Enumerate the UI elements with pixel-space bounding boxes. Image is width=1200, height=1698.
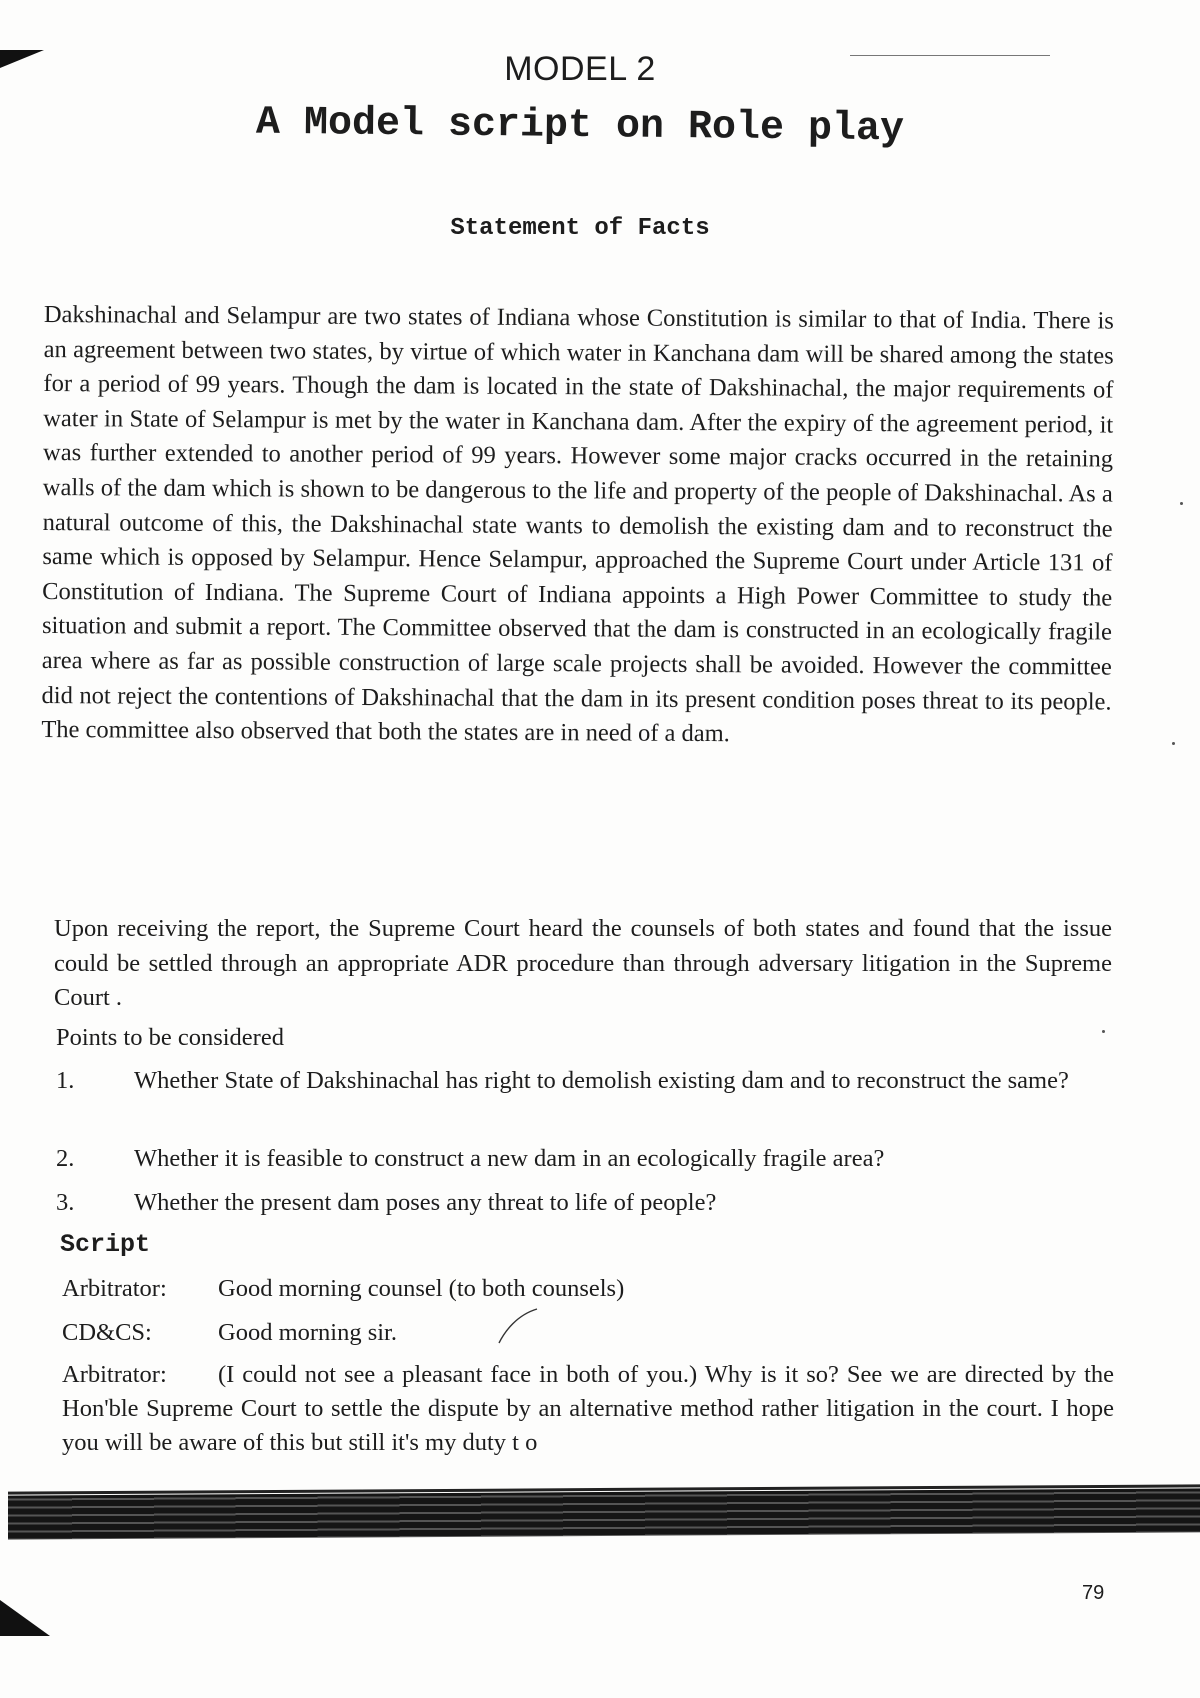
dialogue-line	[62, 1316, 1114, 1350]
page-number: 79	[1082, 1582, 1105, 1604]
point-text: Whether State of Dakshinachal has right to demolish existing dam and to reconstruct the same?	[134, 1067, 1069, 1094]
footer-band	[8, 1488, 1200, 1539]
point-number: 1.	[56, 1067, 75, 1094]
facts-paragraph: Dakshinachal and Selampur are two states of Indiana whose Constitution is similar to that of India. There is an agreement between two states, by virtue of which water in Kanchana dam will be shared among the states for a period of 99 years. Though the dam is located in the state of Dakshinachal, the major requirements of water in State of Selampur is met by the water in Kanchana dam. After the expiry of the agreement period, it was further extended to another period of 99 years. However some major cracks occurred in the retaining walls of the dam which is shown to be dangerous to the life and property of the people of Dakshinachal. As a natural outcome of this, the Dakshinachal state wants to demolish the existing dam and to reconstruct the same which is opposed by Selampur. Hence Selampur, approached the Supreme Court under Article 131 of Constitution of Indiana. The Supreme Court of Indiana appoints a High Power Committee to study the situation and submit a report. The Committee observed that the dam is constructed in an ecologically fragile area where as far as possible construction of large scale projects shall be avoided. However the committee did not reject the contentions of Dakshinachal that the dam in its present condition poses threat to its people. The committee also observed that both the states are in need of a dam.	[41, 300, 1114, 748]
point-item	[56, 1186, 1114, 1220]
scan-speck	[1102, 1030, 1105, 1033]
point-number: 2.	[56, 1145, 75, 1172]
pen-stroke-mark	[495, 1305, 541, 1345]
scan-speck	[1180, 502, 1183, 505]
report-paragraph: Upon receiving the report, the Supreme Court heard the counsels of both states and found that the issue could be settled through an appropriate ADR procedure than through adversary litigation in the Supreme Court .	[54, 915, 1112, 1012]
dialogue-text: (I could not see a pleasant face in both of you.) Why is it so? See we are directed by the Hon'ble Supreme Court to settle the dispute by an alternative method rather litigation in the court. I hope you will be aware of this but still it's my duty t o	[62, 1361, 1114, 1456]
point-item	[56, 1142, 1114, 1176]
page-title: A Model script on Role play	[255, 100, 905, 153]
script-heading: Script	[60, 1230, 151, 1259]
point-text: Whether the present dam poses any threat to life of people?	[134, 1189, 717, 1216]
dialogue-line	[62, 1272, 1114, 1306]
speaker-label: Arbitrator:	[62, 1361, 167, 1388]
speaker-label: CD&CS:	[62, 1319, 152, 1346]
point-item	[56, 1064, 1114, 1098]
point-text: Whether it is feasible to construct a new dam in an ecologically fragile area?	[134, 1145, 885, 1172]
speaker-label: Arbitrator:	[62, 1275, 167, 1302]
points-heading: Points to be considered	[56, 1024, 284, 1051]
corner-mark	[0, 1600, 50, 1636]
dialogue-text: Good morning counsel (to both counsels)	[218, 1275, 625, 1302]
dialogue-line	[62, 1358, 1114, 1460]
dialogue-text: Good morning sir.	[218, 1319, 397, 1346]
point-number: 3.	[56, 1189, 75, 1216]
scan-speck	[1172, 742, 1175, 745]
section-title: Statement of Facts	[450, 215, 710, 242]
model-label: MODEL 2	[504, 50, 656, 88]
